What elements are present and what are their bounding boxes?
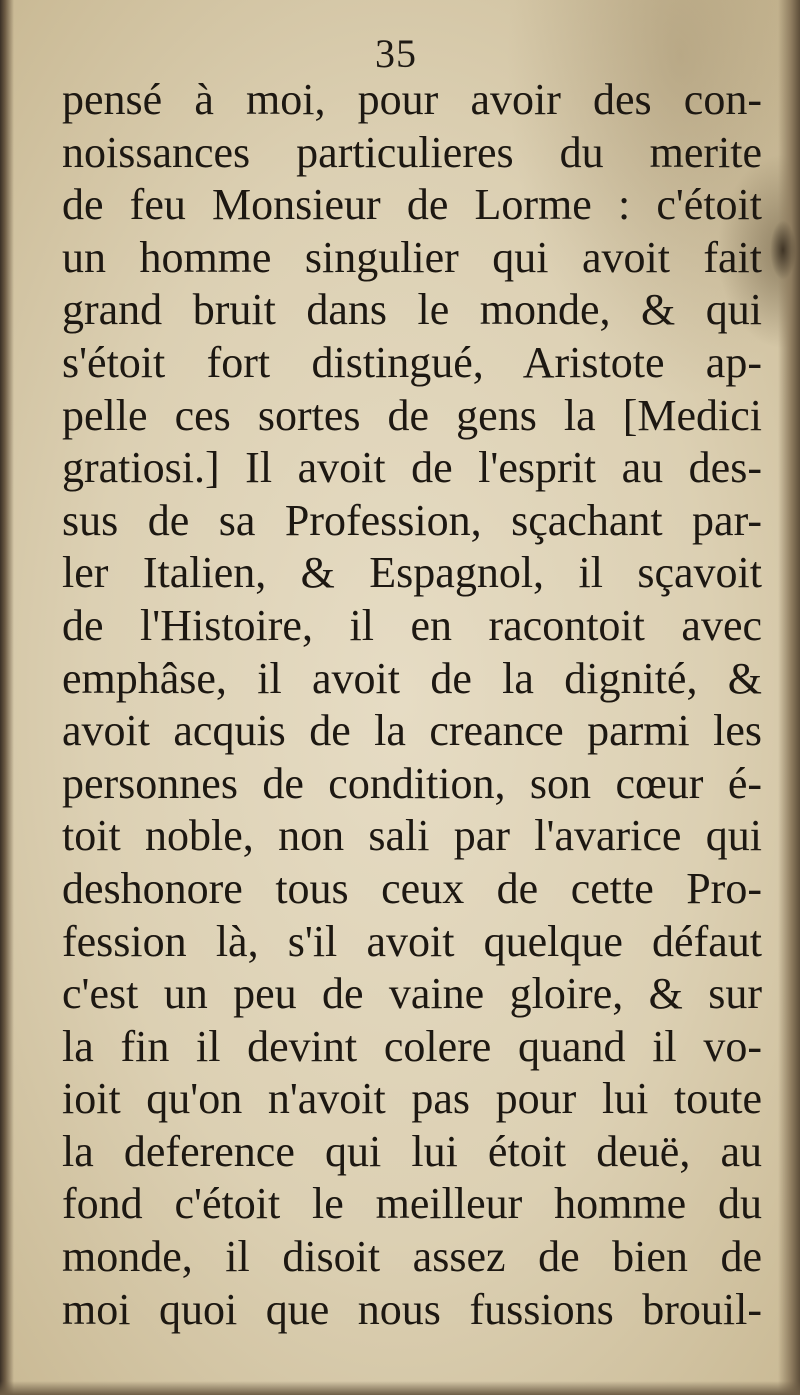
text-line: personnes de condition, son cœur é- <box>62 758 762 808</box>
text-line: la deference qui lui étoit deuë, au <box>62 1126 762 1176</box>
ink-stain <box>770 220 796 280</box>
text-line: sus de sa Profession, sçachant par- <box>62 495 762 545</box>
body-text <box>62 74 762 1336</box>
text-line: ler Italien, & Espagnol, il sçavoit <box>62 548 762 598</box>
text-line: un homme singulier qui avoit fait <box>62 232 762 282</box>
text-line: fond c'étoit le meilleur homme du <box>62 1179 762 1229</box>
text-line: la fin il devint colere quand il vo- <box>62 1021 762 1071</box>
text-line: moi quoi que nous fussions brouil- <box>62 1284 762 1334</box>
text-line: emphâse, il avoit de la dignité, & <box>62 653 762 703</box>
text-line: monde, il disoit assez de bien de <box>62 1232 762 1282</box>
text-line: gratiosi.] Il avoit de l'esprit au des- <box>62 443 762 493</box>
text-line: pensé à moi, pour avoir des con- <box>62 75 762 124</box>
text-line: noissances particulieres du merite <box>62 127 762 177</box>
text-line: avoit acquis de la creance parmi les <box>62 706 762 756</box>
text-line: toit noble, non sali par l'avarice qui <box>62 811 762 861</box>
text-line: de feu Monsieur de Lorme : c'étoit <box>62 180 762 230</box>
text-line: c'est un peu de vaine gloire, & sur <box>62 969 762 1019</box>
page-number: 35 <box>375 31 417 76</box>
text-line: s'étoit fort distingué, Aristote ap- <box>62 337 762 387</box>
text-line: ioit qu'on n'avoit pas pour lui toute <box>62 1074 762 1124</box>
page-edge-bottom <box>0 1381 800 1395</box>
page-edge-right <box>778 0 800 1395</box>
text-line: de l'Histoire, il en racontoit avec <box>62 600 762 650</box>
text-line: fession là, s'il avoit quelque défaut <box>62 916 762 966</box>
page-edge-left <box>0 0 14 1395</box>
text-line: deshonore tous ceux de cette Pro- <box>62 863 762 913</box>
text-line: pelle ces sortes de gens la [Medici <box>62 390 762 440</box>
text-line: grand bruit dans le monde, & qui <box>62 285 762 335</box>
